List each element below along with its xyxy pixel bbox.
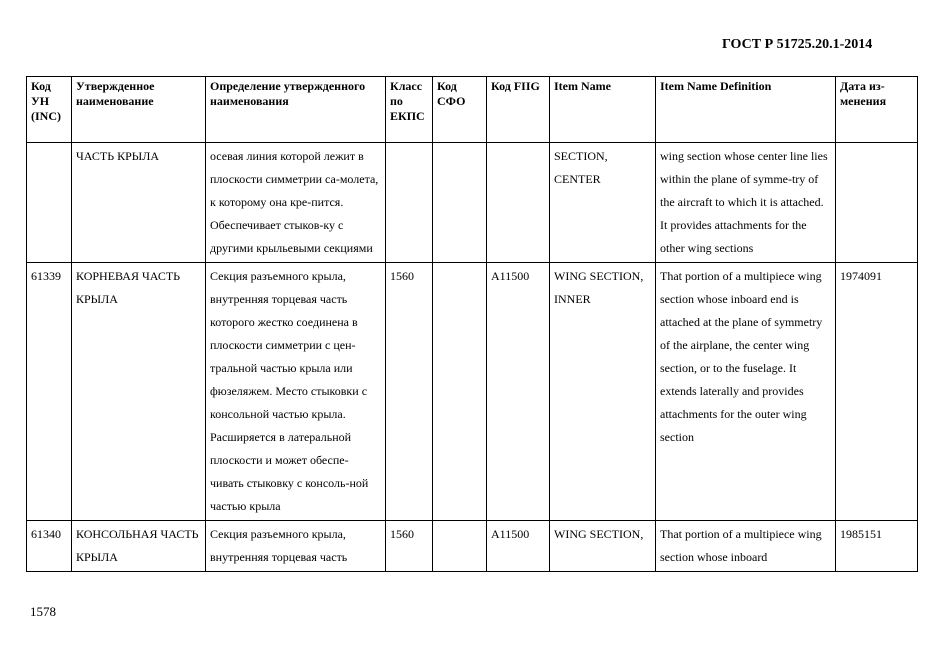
cell-inc: 61339 (27, 263, 72, 521)
cell-item-name: WING SECTION, INNER (550, 263, 656, 521)
cell-approved-name: КОНСОЛЬНАЯ ЧАСТЬ КРЫЛА (72, 521, 206, 572)
table-row (27, 263, 918, 521)
cell-code-fiig: A11500 (487, 263, 550, 521)
cell-item-name: WING SECTION, (550, 521, 656, 572)
cell-inc (27, 143, 72, 263)
cell-code-sfo (433, 263, 487, 521)
cell-item-name-definition: wing section whose center line lies within the plane of symme-try of the aircraft to which it is attached. It provides attachments for the other wing sections (656, 143, 836, 263)
header-code-fiig: Код FIIG (487, 77, 550, 143)
cell-date-change (836, 143, 918, 263)
cell-inc: 61340 (27, 521, 72, 572)
header-row (27, 77, 918, 143)
cell-date-change: 1985151 (836, 521, 918, 572)
header-item-name: Item Name (550, 77, 656, 143)
cell-class-ekps (386, 143, 433, 263)
cell-code-fiig (487, 143, 550, 263)
cell-item-name: SECTION, CENTER (550, 143, 656, 263)
data-table (26, 76, 918, 572)
cell-item-name-definition: That portion of a multipiece wing section whose inboard end is attached at the plane of symmetry of the airplane, the center wing section, or to the fuselage. It extends laterally and provides attachments for the outer wing section (656, 263, 836, 521)
cell-approved-name: КОРНЕВАЯ ЧАСТЬ КРЫЛА (72, 263, 206, 521)
cell-approved-name: ЧАСТЬ КРЫЛА (72, 143, 206, 263)
cell-class-ekps: 1560 (386, 521, 433, 572)
cell-class-ekps: 1560 (386, 263, 433, 521)
header-approved-name: Утвержденное наименование (72, 77, 206, 143)
table-row (27, 143, 918, 263)
cell-code-fiig: A11500 (487, 521, 550, 572)
header-date-change: Дата из-менения (836, 77, 918, 143)
cell-definition: осевая линия которой лежит в плоскости симметрии са-молета, к которому она кре-пится. Обеспечивает стыков-ку с другими крыльевыми секциями (206, 143, 386, 263)
header-class-ekps: Класс по ЕКПС (386, 77, 433, 143)
table-row (27, 521, 918, 572)
cell-code-sfo (433, 143, 487, 263)
cell-item-name-definition: That portion of a multipiece wing section whose inboard (656, 521, 836, 572)
cell-date-change: 1974091 (836, 263, 918, 521)
header-code-sfo: Код СФО (433, 77, 487, 143)
header-definition: Определение утвержденного наименования (206, 77, 386, 143)
header-inc: Код УН (INC) (27, 77, 72, 143)
page-number: 1578 (30, 604, 56, 619)
document-code: ГОСТ Р 51725.20.1-2014 (722, 37, 873, 52)
cell-definition: Секция разъемного крыла, внутренняя торцевая часть (206, 521, 386, 572)
cell-code-sfo (433, 521, 487, 572)
header-item-name-definition: Item Name Definition (656, 77, 836, 143)
cell-definition: Секция разъемного крыла, внутренняя торцевая часть которого жестко соединена в плоскости симметрии с цен-тральной частью крыла или фюзеляжем. Место стыковки с консольной частью крыла. Расширяется в латеральной плоскости и может обеспе-чивать стыковку с консоль-ной частью крыла (206, 263, 386, 521)
